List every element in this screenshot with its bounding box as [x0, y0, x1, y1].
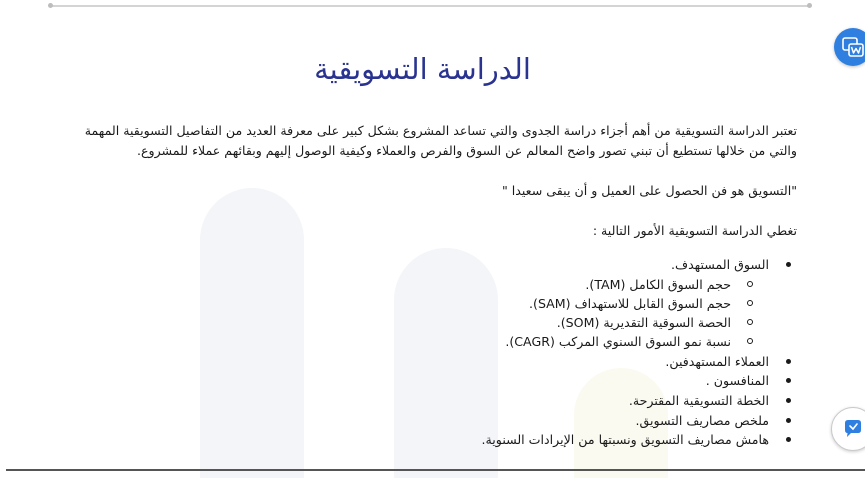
page-title: الدراسة التسويقية: [314, 52, 531, 86]
top-divider: [50, 5, 810, 7]
quote-text: "التسويق هو فن الحصول على العميل و أن يبقى سعيدا ": [501, 183, 797, 198]
bottom-scroll-edge: [6, 469, 865, 471]
market-sublist: [57, 275, 769, 352]
article-body: [57, 121, 797, 450]
covered-topics-list: [57, 255, 797, 450]
list-item: ملخص مصاريف التسويق.: [57, 411, 769, 431]
list-item: المنافسون .: [57, 371, 769, 391]
list-item: العملاء المستهدفين.: [57, 352, 769, 372]
intro-paragraph: تعتبر الدراسة التسويقية من أهم أجزاء دراسة الجدوى والتي تساعد المشروع بشكل كبير على معرفة العديد من التفاصيل التسويقية المهمة والتي من خلالها تستطيع أن تبني تصور واضح المعالم عن السوق والفرص والعملاء وكيفية الوصول إليهم وبقائهم عملاء للمشروع.: [84, 123, 797, 158]
sublist-item: حجم السوق القابل للاستهداف (SAM).: [57, 294, 731, 313]
list-item: هامش مصاريف التسويق ونسبتها من الإيرادات السنوية.: [57, 430, 769, 450]
translate-w-icon: [841, 36, 865, 58]
list-item: الخطة التسويقية المقترحة.: [57, 391, 769, 411]
translate-w-button[interactable]: [834, 28, 865, 66]
covers-heading: تغطي الدراسة التسويقية الأمور التالية :: [592, 223, 797, 238]
chat-button[interactable]: [831, 407, 865, 451]
chat-bubble-icon: [842, 418, 864, 440]
sublist-item: الحصة السوقية التقديرية (SOM).: [57, 313, 731, 332]
sublist-item: حجم السوق الكامل (TAM).: [57, 275, 731, 294]
sublist-item: نسبة نمو السوق السنوي المركب (CAGR).: [57, 332, 731, 351]
list-item-label: السوق المستهدف.: [671, 257, 769, 272]
list-item: [57, 255, 769, 352]
